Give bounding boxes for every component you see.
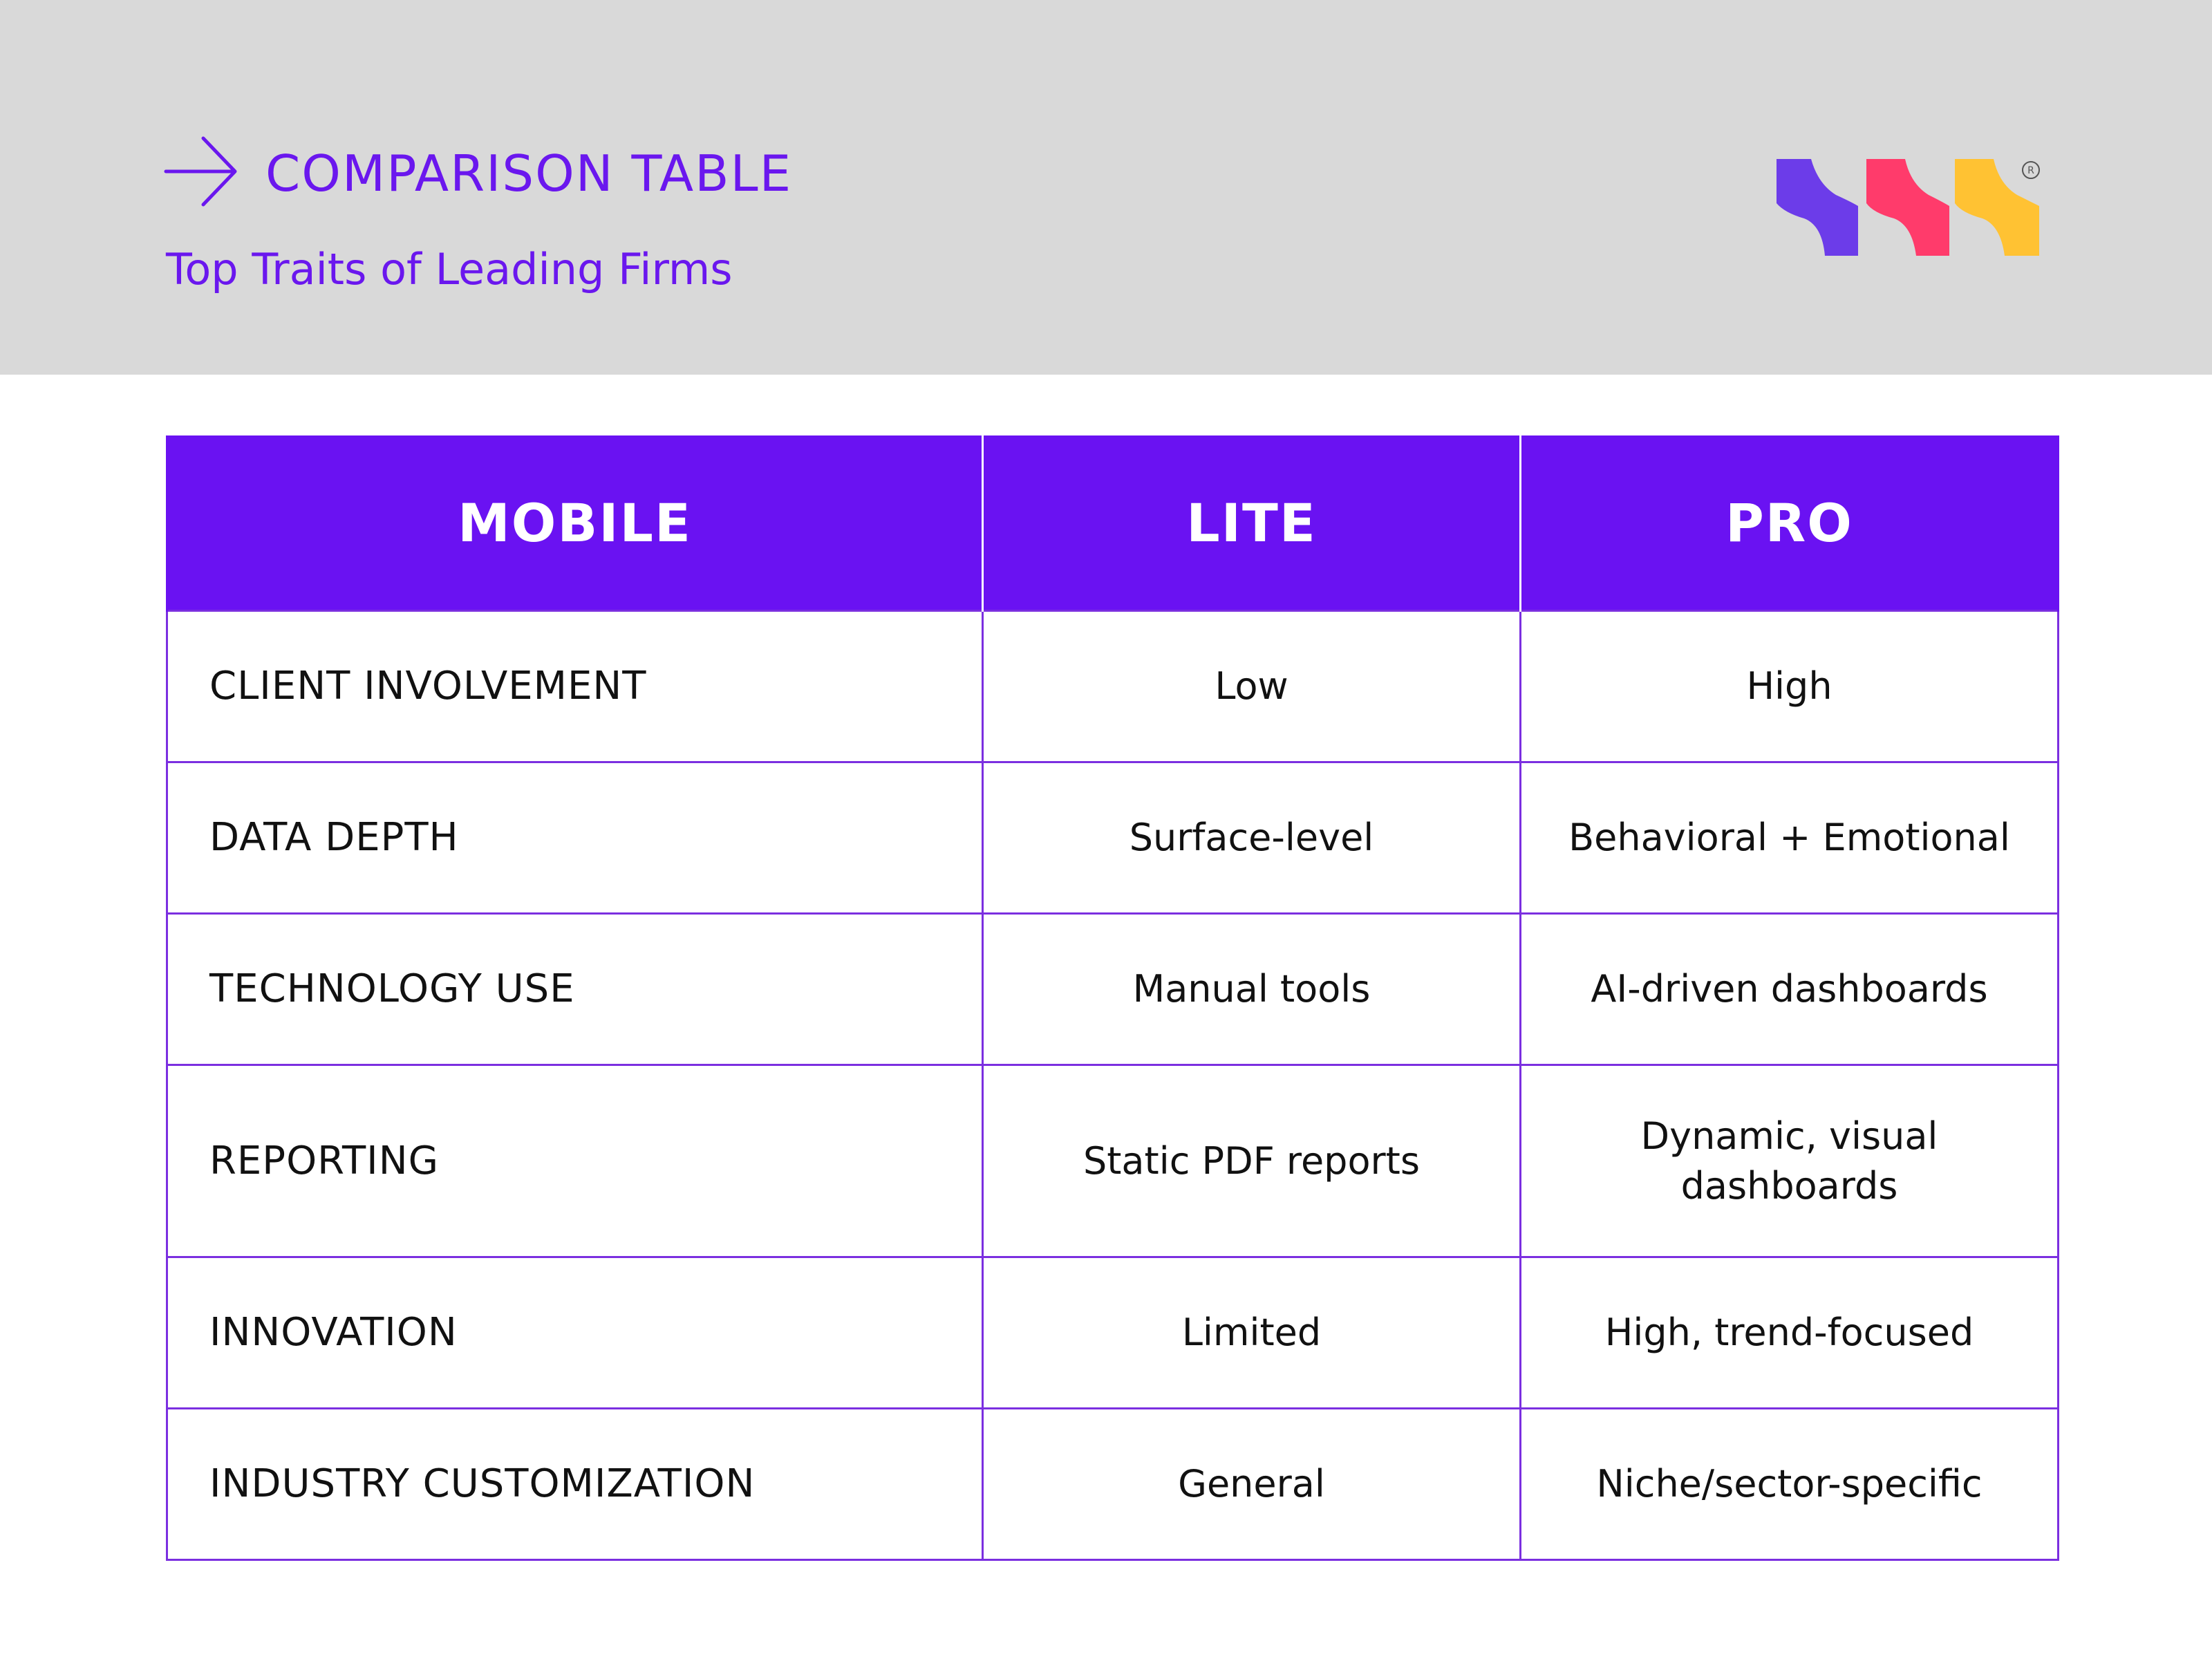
lite-value: Surface-level: [983, 762, 1521, 914]
table-row: [167, 1065, 2059, 1257]
table-row: [167, 611, 2059, 762]
pro-value: AI-driven dashboards: [1521, 914, 2059, 1065]
table-row: [167, 762, 2059, 914]
pro-value-line: dashboards: [1680, 1163, 1898, 1208]
brand-logo-icon: [1770, 156, 2046, 260]
row-label: TECHNOLOGY USE: [167, 914, 983, 1065]
lite-value: Low: [983, 611, 1521, 762]
lite-value: General: [983, 1409, 1521, 1560]
table-row: [167, 1257, 2059, 1409]
pro-value: Niche/sector-specific: [1521, 1409, 2059, 1560]
pro-value: High, trend-focused: [1521, 1257, 2059, 1409]
row-label: DATA DEPTH: [167, 762, 983, 914]
lite-value: Manual tools: [983, 914, 1521, 1065]
pro-value: High: [1521, 611, 2059, 762]
column-header-mobile: MOBILE: [167, 435, 983, 611]
table-row: [167, 914, 2059, 1065]
lite-value: Static PDF reports: [983, 1065, 1521, 1257]
row-label: INDUSTRY CUSTOMIZATION: [167, 1409, 983, 1560]
column-header-lite: LITE: [983, 435, 1521, 611]
lite-value: Limited: [983, 1257, 1521, 1409]
pro-value: [1521, 1065, 2059, 1257]
row-label: CLIENT INVOLVEMENT: [167, 611, 983, 762]
row-label: REPORTING: [167, 1065, 983, 1257]
pro-value: Behavioral + Emotional: [1521, 762, 2059, 914]
table-header-row: [167, 435, 2059, 611]
registered-mark: R: [2027, 165, 2034, 176]
column-header-pro: PRO: [1521, 435, 2059, 611]
pro-value-line: Dynamic, visual: [1640, 1114, 1938, 1158]
arrow-right-icon: [163, 133, 241, 210]
comparison-table: [166, 435, 2057, 1561]
row-label: INNOVATION: [167, 1257, 983, 1409]
page-title: COMPARISON TABLE: [265, 144, 793, 203]
table-row: [167, 1409, 2059, 1560]
page-subtitle: Top Traits of Leading Firms: [166, 244, 733, 294]
